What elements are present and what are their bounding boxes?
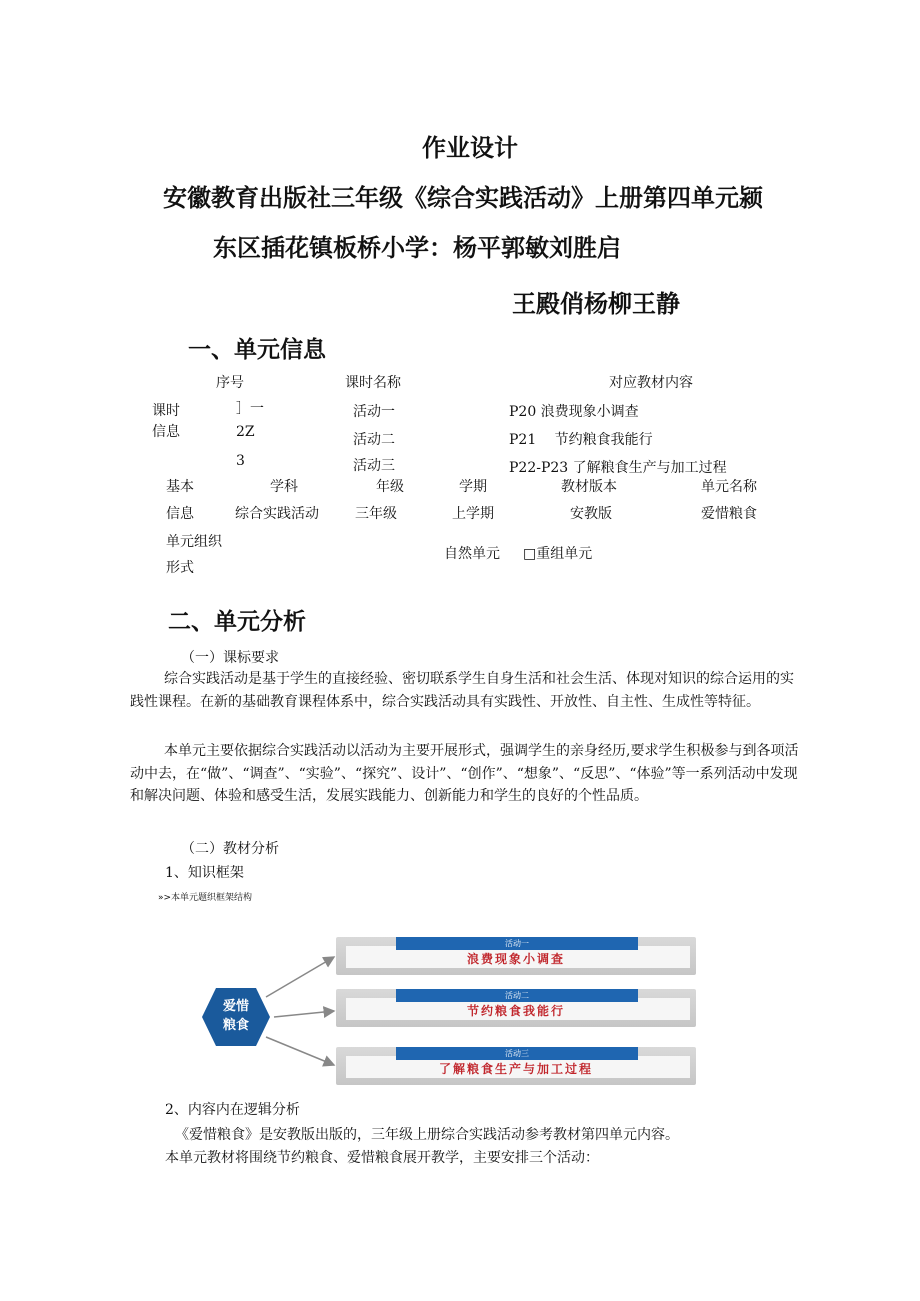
activity-tag: 活动二	[396, 989, 638, 1002]
subheading-standards: （一）课标要求	[181, 650, 279, 666]
lesson-name: 活动二	[353, 432, 395, 448]
center-label-line-2: 粮食	[222, 1018, 249, 1033]
lesson-no: ］一	[236, 401, 264, 417]
item-logic-analysis: 2、内容内在逻辑分析	[165, 1102, 300, 1118]
authors-line-1: 东区插花镇板桥小学：杨平郭敏刘胜启	[213, 234, 621, 262]
lesson-content: P21 节约粮食我能行	[509, 432, 653, 448]
center-label-line-1: 爱惜	[222, 999, 249, 1014]
activity-tag: 活动三	[396, 1047, 638, 1060]
arrow-1	[266, 957, 334, 997]
basic-header-term: 学期	[459, 479, 487, 495]
lesson-content: P20 浪费现象小调查	[509, 404, 639, 420]
basic-header-unit: 单元名称	[701, 479, 757, 495]
row-label: 课时	[152, 403, 180, 419]
activity-band-1	[336, 937, 696, 975]
lesson-content: P22-P23 了解粮食生产与加工过程	[509, 460, 727, 476]
basic-value-grade: 三年级	[355, 506, 397, 522]
page-subtitle: 安徽教育出版社三年级《综合实践活动》上册第四单元颍	[163, 184, 763, 212]
col-header-name: 课时名称	[345, 375, 401, 391]
section-1-heading: 一、单元信息	[188, 337, 326, 363]
framework-diagram	[198, 931, 698, 1091]
row-label: 信息	[152, 424, 180, 440]
basic-header-edition: 教材版本	[561, 479, 617, 495]
page-title: 作业设计	[422, 134, 518, 162]
row-label: 单元组织	[166, 534, 222, 550]
activity-text: 浪费现象小调查	[466, 952, 565, 966]
basic-header-subject: 学科	[270, 479, 298, 495]
basic-value-unit: 爱惜粮食	[701, 506, 757, 522]
col-header-no: 序号	[216, 375, 244, 391]
basic-value-term: 上学期	[452, 506, 494, 522]
lesson-no: 2Z	[236, 424, 255, 440]
item-knowledge-framework: 1、知识框架	[165, 865, 244, 881]
figure-caption: »>本单元题织框架结构	[158, 893, 253, 903]
activity-band-2	[336, 989, 696, 1027]
row-label: 信息	[166, 506, 194, 522]
col-header-content: 对应教材内容	[609, 375, 693, 391]
activity-tag: 活动一	[396, 937, 638, 950]
basic-value-edition: 安教版	[570, 506, 612, 522]
arrow-3	[266, 1037, 334, 1065]
row-label: 形式	[166, 560, 194, 576]
lesson-name: 活动一	[353, 404, 395, 420]
section-2-heading: 二、单元分析	[168, 609, 306, 635]
lesson-name: 活动三	[353, 458, 395, 474]
basic-header-grade: 年级	[376, 479, 404, 495]
paragraph-activities-intro: 本单元教材将围绕节约粮食、爱惜粮食展开教学，主要安排三个活动：	[165, 1150, 599, 1166]
activity-band-3	[336, 1047, 696, 1085]
paragraph-standards: 综合实践活动是基于学生的直接经验、密切联系学生自身生活和社会生活、体现对知识的综合运用的实践性课程。在新的基础教育课程体系中，综合实践活动具有实践性、开放性、自主性、生成性等特征。	[130, 671, 794, 710]
arrow-2	[274, 1011, 334, 1017]
subheading-textbook: （二）教材分析	[181, 841, 279, 857]
org-option-natural: 自然单元	[444, 546, 500, 562]
activity-text: 了解粮食生产与加工过程	[438, 1062, 593, 1076]
activity-text: 节约粮食我能行	[466, 1004, 565, 1018]
basic-value-subject: 综合实践活动	[235, 506, 319, 522]
lesson-no: 3	[236, 453, 245, 469]
paragraph-textbook-intro: 《爱惜粮食》是安教版出版的，三年级上册综合实践活动参考教材第四单元内容。	[175, 1127, 679, 1143]
row-label: 基本	[166, 479, 194, 495]
org-option-regroup: □重组单元	[523, 546, 593, 562]
authors-line-2: 王殿俏杨柳王静	[512, 290, 680, 318]
center-label	[200, 997, 272, 1035]
paragraph-unit-basis: 本单元主要依据综合实践活动以活动为主要开展形式，强调学生的亲身经历,要求学生积极参与到各项活动中去，在“做”、“调查”、“实验”、“探究”、设计”、“创作”、“想象”、“反思”、“体验”等一系列活动中发现和解决问题、体验和感受生活，发展实践能力、创新能力和学生的良好的个性品质。	[130, 743, 799, 804]
